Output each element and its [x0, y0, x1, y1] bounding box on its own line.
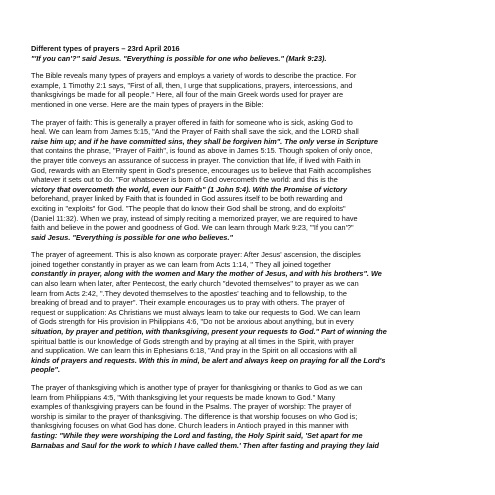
paragraph-line: fasting: "While they were worshiping the Lord and fasting, the Holy Spirit said, 'Set apart for me: [31, 430, 363, 440]
prayer-of-agreement-paragraph: [31, 250, 471, 375]
paragraph-line: The Bible reveals many types of prayers and employs a variety of words to describe the practice. For: [31, 71, 357, 81]
paragraph-line: mentioned in one verse. Here are the main types of prayers in the Bible:: [31, 99, 264, 109]
paragraph-line: example, 1 Timothy 2:1 says, "First of all, then, I urge that supplications, prayers, intercessions, and: [31, 80, 353, 90]
paragraph-line: learn from Philippians 4:5, "With thanksgiving let your requests be made known to God." Many: [31, 392, 336, 402]
paragraph-line: constantly in prayer, along with the women and Mary the mother of Jesus, and with his brothers". We: [31, 269, 382, 279]
paragraph-line: situation, by prayer and petition, with thanksgiving, present your requests to God." Part of winning the: [31, 327, 387, 337]
paragraph-line: the prayer title conveys an assurance of success in prayer. The conviction that life, if lived with Faith in: [31, 155, 361, 165]
paragraph-line: kinds of prayers and requests. With this in mind, be alert and always keep on praying for all the Lord's: [31, 355, 386, 365]
document-title: Different types of prayers – 23rd April 2016: [31, 44, 180, 53]
prayer-of-faith-paragraph: [31, 118, 471, 243]
paragraph-line: and supplication. We can learn this in Ephesians 6:18, "And pray in the Spirit on all occasions with all: [31, 346, 357, 356]
paragraph-line: Barnabas and Saul for the work to which I have called them.' Then after fasting and praying they laid: [31, 440, 380, 450]
paragraph-line: joined together constantly in prayer as we can learn from Acts 1:14, " They all joined together: [31, 259, 331, 269]
paragraph-line: heal. We can learn from James 5:15, "And the Prayer of Faith shall save the sick, and the LORD shall: [31, 127, 359, 137]
intro-paragraph: [31, 71, 471, 109]
paragraph-line: examples of thanksgiving prayers can be found in the Psalms. The prayer of worship: The prayer of: [31, 402, 352, 412]
document-body: [31, 44, 471, 450]
paragraph-line: whatever it sets out to do. "For whatsoever is born of God overcometh the world: and this is the: [31, 175, 338, 185]
paragraph-line: people".: [31, 365, 61, 375]
paragraph-line: (Daniel 11:32). When we pray, instead of simply reciting a memorized prayer, we are required to have: [31, 213, 358, 223]
paragraph-line: The prayer of thanksgiving which is another type of prayer for thanksgiving or thanks to God as we can: [31, 383, 363, 392]
paragraph-line: that contains the phrase, "Prayer of Faith", is found as above in James 5:15. Though spoken of only once,: [31, 146, 373, 156]
paragraph-line: beforehand, prayer linked by Faith that is founded in God assures itself to be both rewarding and: [31, 194, 343, 204]
paragraph-line: thanksgiving focuses on what God has done. Church leaders in Antioch prayed in this manner with: [31, 421, 349, 431]
paragraph-line: spiritual battle is our knowledge of Gods strength and by praying at all times in the Spirit, with prayer: [31, 336, 354, 346]
paragraph-line: faith and believe in the power and goodness of God. We can learn through Mark 9:23, "'If you can'?": [31, 223, 354, 233]
paragraph-line: said Jesus. "Everything is possible for one who believes.": [31, 232, 233, 242]
paragraph-line: victory that overcometh the world, even our Faith" (1 John 5:4). With the Promise of victory: [31, 184, 347, 194]
paragraph-line: can also learn when later, after Pentecost, the early church "devoted themselves" to prayer as we can: [31, 279, 359, 289]
prayer-of-thanksgiving-paragraph: [31, 383, 471, 450]
paragraph-line: learn from Acts 2:42, ".They devoted themselves to the apostles' teaching and to fellowship, to the: [31, 288, 347, 298]
paragraph-line: worship is similar to the prayer of thanksgiving. The difference is that worship focuses on who God is;: [31, 411, 358, 421]
paragraph-line: The prayer of agreement. This is also known as corporate prayer: After Jesus' ascension, the disciples: [31, 250, 361, 260]
paragraph-line: raise him up; and if he have committed sins, they shall be forgiven him". The only verse in Scripture: [31, 136, 378, 146]
paragraph-line: breaking of bread and to prayer". Their example encourages us to pray with others. The prayer of: [31, 298, 345, 308]
paragraph-line: thanksgivings be made for all people." Here, all four of the main Greek words used for prayer are: [31, 90, 344, 100]
key-verse: "'If you can'?" said Jesus. "Everything is possible for one who believes." (Mark 9:23).: [31, 53, 327, 63]
paragraph-line: exciting in "exploits" for God. "The people that do know their God shall be strong, and do exploits": [31, 203, 346, 213]
paragraph-line: of Gods strength for His provision in Philippians 4:6, "Do not be anxious about anything, but in every: [31, 317, 354, 327]
paragraph-line: The prayer of faith: This is generally a prayer offered in faith for someone who is sick, asking God to: [31, 117, 353, 127]
paragraph-line: request or supplication: As Christians we must always learn to take our requests to God. We can learn: [31, 307, 361, 317]
paragraph-line: God, rewards with an Eternity spent in God's presence, encourages us to believe that Faith accomplishes: [31, 165, 372, 175]
